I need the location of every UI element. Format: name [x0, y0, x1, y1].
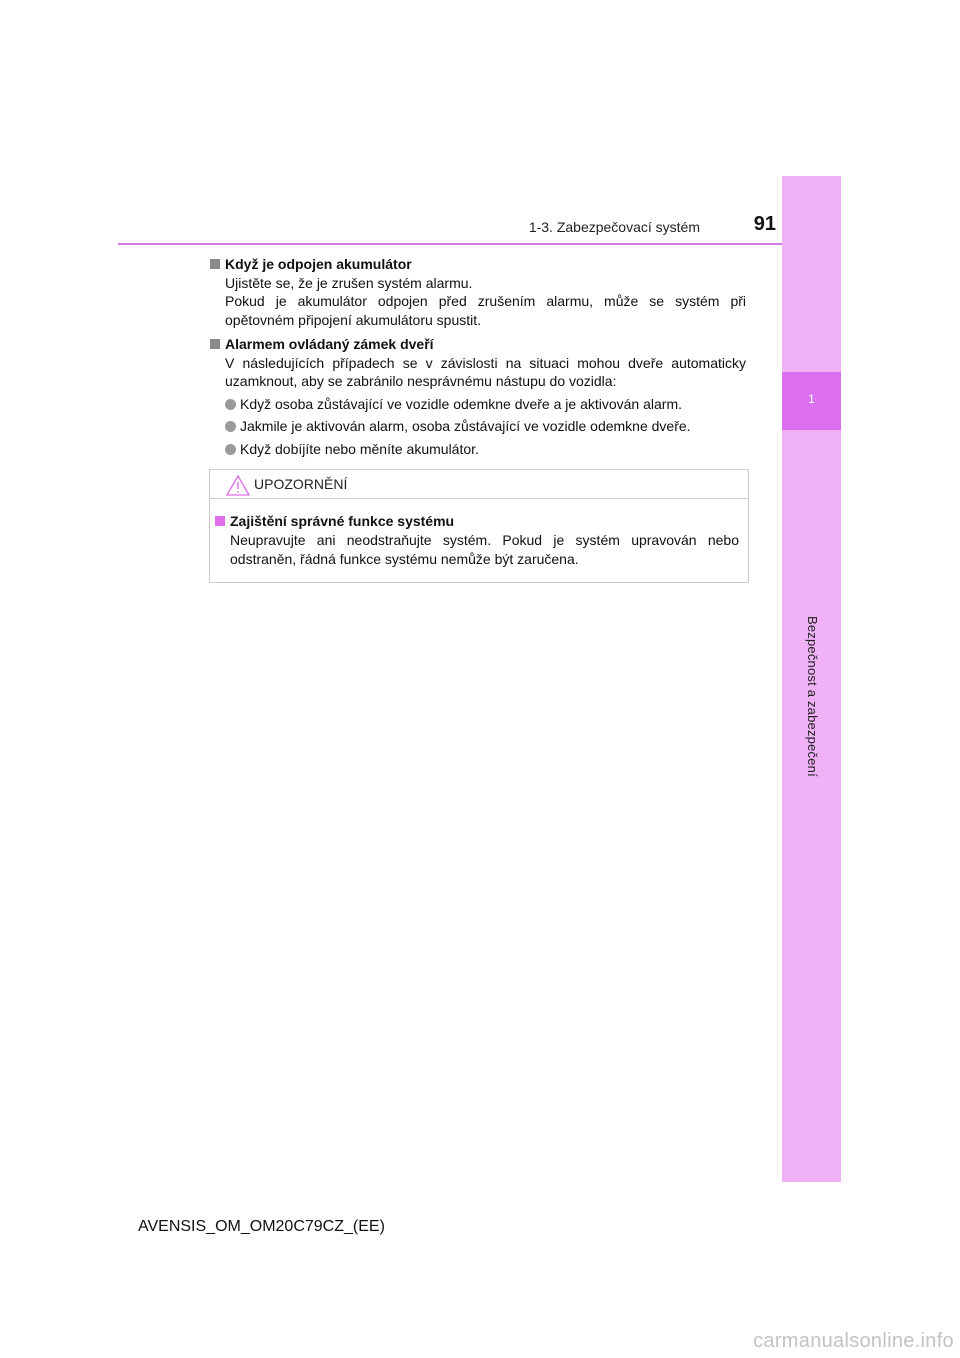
warning-text: Neupravujte ani neodstraňujte systém. Pokud je systém upravován nebo odstraněn, řádná funkce systému nemůže být zaručena. [230, 532, 739, 567]
paragraph-line: Pokud je akumulátor odpojen před zrušením alarmu, může se systém při opětovném připojení akumulátoru spustit. [225, 293, 746, 328]
warning-triangle-icon [226, 475, 250, 496]
header-divider [118, 243, 782, 245]
section-title: 1-3. Zabezpečovací systém [528, 219, 700, 235]
chapter-number: 1 [808, 392, 815, 406]
round-bullet-icon [225, 444, 236, 455]
list-item-text: Jakmile je aktivován alarm, osoba zůstávající ve vozidle odemkne dveře. [240, 418, 691, 434]
door-lock-text: V následujících případech se v závislosti na situaci mohou dveře automaticky uzamknout, aby se zabránilo nesprávnému nástupu do vozidla: [225, 354, 746, 389]
square-bullet-icon [210, 339, 220, 349]
chapter-number-block [782, 372, 841, 430]
round-bullet-icon [225, 399, 236, 410]
square-bullet-icon [210, 259, 220, 269]
warning-heading-text: Zajištění správné funkce systému [230, 513, 455, 529]
watermark: carmanualsonline.info [753, 1330, 954, 1352]
chapter-label: Bezpečnost a zabezpečení [805, 616, 820, 777]
page-number: 91 [753, 213, 776, 235]
list-item-text: Když dobíjíte nebo měníte akumulátor. [240, 440, 479, 457]
section-heading-battery [210, 255, 746, 274]
battery-text [210, 274, 746, 330]
list-item-text: Když osoba zůstávající ve vozidle odemkne dveře a je aktivován alarm. [240, 395, 683, 412]
list-item [210, 417, 746, 436]
section-heading-text: Když je odpojen akumulátor [225, 256, 412, 272]
chapter-side-tab[interactable] [782, 176, 841, 1182]
round-bullet-icon [225, 421, 236, 432]
paragraph-line: Ujistěte se, že je zrušen systém alarmu. [225, 274, 473, 291]
warning-heading [215, 512, 739, 531]
main-content [210, 255, 746, 458]
square-bullet-icon [215, 516, 225, 526]
warning-header [210, 470, 748, 499]
list-item [210, 440, 746, 459]
list-item [210, 395, 746, 414]
warning-box [209, 469, 749, 583]
section-heading-door-lock [210, 335, 746, 354]
warning-body [215, 512, 739, 569]
document-code: AVENSIS_OM_OM20C79CZ_(EE) [138, 1218, 385, 1235]
section-heading-text: Alarmem ovládaný zámek dveří [225, 336, 434, 352]
warning-title: UPOZORNĚNÍ [254, 476, 348, 492]
